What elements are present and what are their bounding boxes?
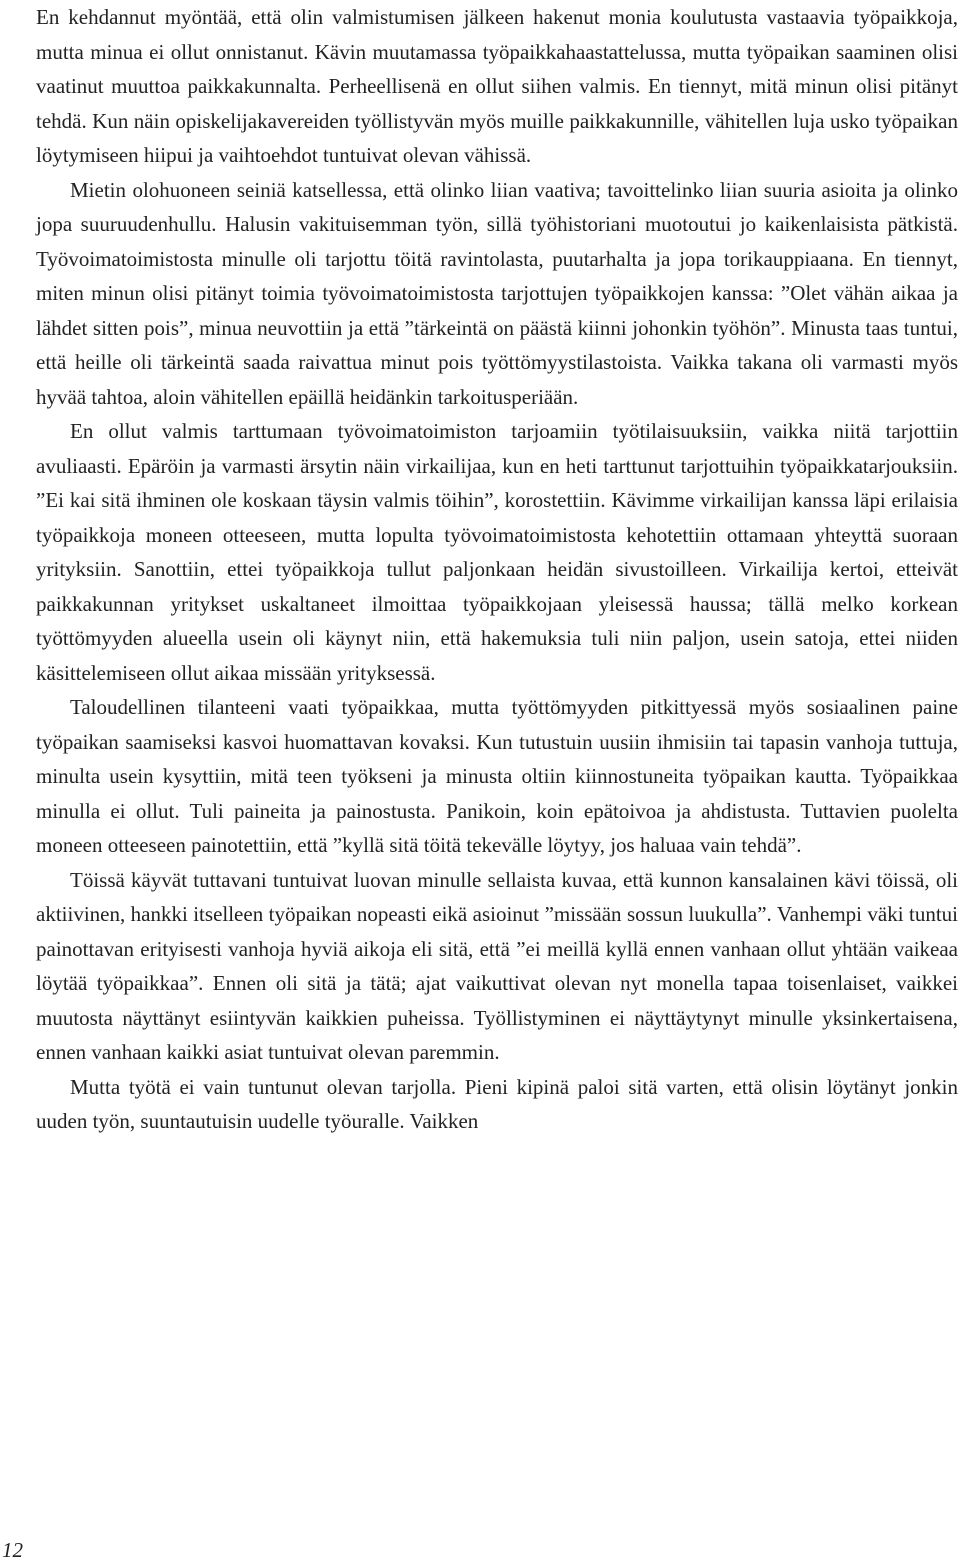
page-number: 12 [2,1538,23,1562]
paragraph-5: Töissä käyvät tuttavani tuntuivat luovan minulle sellaista kuvaa, että kunnon kansalainen kävi töissä, oli aktiivinen, hankki itselleen työpaikan nopeasti eikä asioinut ”missään sossun luukulla”. Vanhempi väki tuntui painottavan erityisesti vanhoja hyviä aikoja eli sitä, että ”ei meillä kyllä ennen vanhaan ollut yhtään vaikeaa löytää työpaikkaa”. Ennen oli sitä ja tätä; ajat vaikuttivat olevan nyt monella tapaa toisenlaiset, vaikkei muutosta näyttänyt esiintyvän kaikkien puheissa. Työllistyminen ei näyttäytynyt minulle yksinkertaisena, ennen vanhaan kaikki asiat tuntuivat olevan paremmin. [36,867,958,1064]
document-body [36,0,958,1139]
paragraph-4: Taloudellinen tilanteeni vaati työpaikkaa, mutta työttömyyden pitkittyessä myös sosiaalinen paine työpaikan saamiseksi kasvoi huomattavan kovaksi. Kun tutustuin uusiin ihmisiin tai tapasin vanhoja tuttuja, minulta usein kysyttiin, mitä teen työkseni ja minusta oltiin kiinnostuneita työpaikan kautta. Työpaikkaa minulla ei ollut. Tuli paineita ja painostusta. Panikoin, koin epätoivoa ja ahdistusta. Tuttavien puolelta moneen otteeseen painotettiin, että ”kyllä sitä töitä tekevälle löytyy, jos haluaa vain tehdä”. [36,695,958,857]
paragraph-1: En kehdannut myöntää, että olin valmistumisen jälkeen hakenut monia koulutusta vastaavia työpaikkoja, mutta minua ei ollut onnistanut. Kävin muutamassa työpaikkahaastattelussa, mutta työpaikan saaminen olisi vaatinut muuttoa paikkakunnalta. Perheellisenä en ollut siihen valmis. En tiennyt, mitä minun olisi pitänyt tehdä. Kun näin opiskelijakavereiden työllistyvän myös muille paikkakunnille, vähitellen luja usko työpaikan löytymiseen hiipui ja vaihtoehdot tuntuivat olevan vähissä. [36,5,958,167]
paragraph-3: En ollut valmis tarttumaan työvoimatoimiston tarjoamiin työtilaisuuksiin, vaikka niitä tarjottiin avuliaasti. Epäröin ja varmasti ärsytin näin virkailijaa, kun en heti tarttunut tarjottuihin työpaikkatarjouksiin. ”Ei kai sitä ihminen ole koskaan täysin valmis töihin”, korostettiin. Kävimme virkailijan kanssa läpi erilaisia työpaikkoja moneen otteeseen, mutta lopulta työvoimatoimistosta kehotettiin ottamaan yhteyttä suoraan yrityksiin. Sanottiin, ettei työpaikkoja tullut paljonkaan heidän sivustoilleen. Virkailija kertoi, etteivät paikkakunnan yritykset uskaltaneet ilmoittaa työpaikkojaan yleisessä haussa; tällä melko korkean työttömyyden alueella usein oli käynyt niin, että hakemuksia tuli niin paljon, usein satoja, ettei niiden käsittelemiseen ollut aikaa missään yrityksessä. [36,419,958,685]
paragraph-2: Mietin olohuoneen seiniä katsellessa, että olinko liian vaativa; tavoittelinko liian suuria asioita ja olinko jopa suuruudenhullu. Halusin vakituisemman työn, sillä työhistoriani muotoutui jo kaikenlaisista pätkistä. Työvoimatoimistosta minulle oli tarjottu töitä ravintolasta, puutarhalta ja jopa torikauppiaana. En tiennyt, miten minun olisi pitänyt toimia työvoimatoimistosta tarjottujen työpaikkojen kanssa: ”Olet vähän aikaa ja lähdet sitten pois”, minua neuvottiin ja että ”tärkeintä on päästä kiinni johonkin työhön”. Minusta taas tuntui, että heille oli tärkeintä saada raivattua minut pois työttömyystilastoista. Vaikka takana oli varmasti myös hyvää tahtoa, aloin vähitellen epäillä heidänkin tarkoitusperiään. [36,177,958,409]
paragraph-6: Mutta työtä ei vain tuntunut olevan tarjolla. Pieni kipinä paloi sitä varten, että olisin löytänyt jonkin uuden työn, suuntautuisin uudelle työuralle. Vaikken [36,1074,958,1133]
